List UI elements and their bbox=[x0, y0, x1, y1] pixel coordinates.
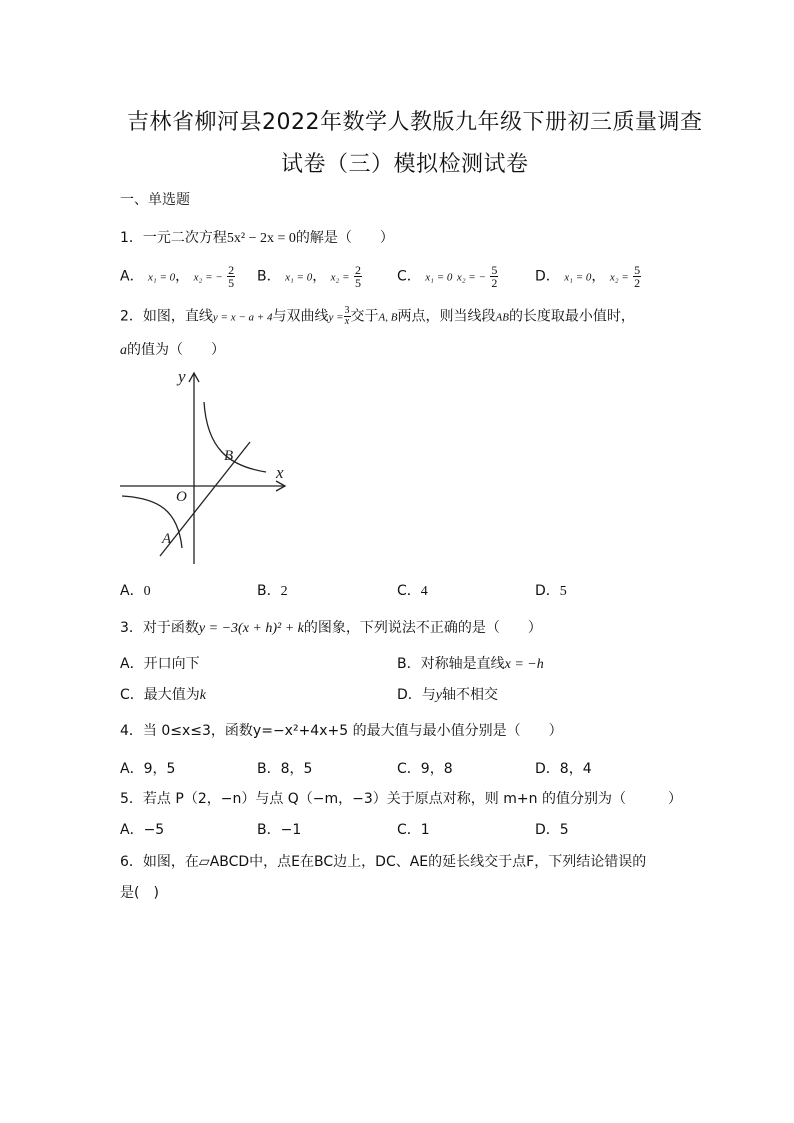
points-ab: A, B bbox=[378, 311, 398, 324]
option-text: 轴不相交 bbox=[442, 687, 498, 703]
option-value: 1 bbox=[420, 822, 430, 838]
question-text: 一元二次方程 bbox=[142, 230, 227, 246]
question-4-stem bbox=[120, 722, 563, 740]
question-6-stem-line2 bbox=[120, 884, 159, 902]
option-label: D． bbox=[535, 583, 560, 599]
question-text: 的解是（ ） bbox=[295, 230, 394, 246]
straight-line bbox=[160, 442, 250, 556]
question-text: 的图象，下列说法不正确的是（ ） bbox=[303, 620, 542, 636]
option-math: y bbox=[435, 688, 442, 703]
question-2-option-c[interactable] bbox=[397, 582, 428, 601]
option-fraction: $\frac{2}{5}$ bbox=[355, 263, 361, 290]
option-label: B． bbox=[257, 761, 281, 777]
question-4-option-d[interactable] bbox=[535, 760, 592, 778]
question-2-option-a[interactable] bbox=[120, 582, 151, 601]
question-text: 当 0≤x≤3，函数y=−x²+4x+5 的最大值与最小值分别是（ ） bbox=[142, 723, 563, 739]
question-5-option-a[interactable] bbox=[120, 821, 164, 839]
question-4-option-b[interactable] bbox=[257, 760, 312, 778]
option-x2: x₂ = bbox=[330, 271, 350, 284]
question-number: 4． bbox=[120, 723, 143, 739]
option-text: 与 bbox=[421, 687, 436, 703]
origin-label: O bbox=[176, 489, 187, 505]
option-value: 9，5 bbox=[143, 761, 176, 777]
question-1-option-a[interactable]: A． x₁ = 0， x₂ = − $\frac{2}{5}$ bbox=[120, 263, 235, 290]
question-text: 的值为（ ） bbox=[127, 342, 225, 358]
question-1-option-d[interactable]: D． x₁ = 0， x₂ = $\frac{5}{2}$ bbox=[535, 263, 641, 290]
point-b-label: B bbox=[224, 448, 234, 464]
y-axis-label: y bbox=[178, 368, 186, 386]
hyperbola-fraction: $\frac{3}{x}$ bbox=[344, 305, 350, 327]
question-1-option-b[interactable]: B． x₁ = 0， x₂ = $\frac{2}{5}$ bbox=[257, 263, 361, 290]
question-3-option-d[interactable] bbox=[397, 686, 498, 705]
question-5-option-d[interactable] bbox=[535, 821, 569, 839]
question-number: 6． bbox=[120, 854, 143, 870]
option-fraction: $\frac{5}{2}$ bbox=[491, 263, 498, 290]
question-2-figure bbox=[118, 368, 293, 568]
variable-a: a bbox=[120, 343, 127, 358]
option-fraction: $\frac{2}{5}$ bbox=[228, 263, 235, 290]
option-value: 2 bbox=[280, 584, 288, 599]
question-3-option-a[interactable] bbox=[120, 655, 200, 673]
point-a-label: A bbox=[162, 531, 172, 547]
option-label: A． bbox=[120, 656, 144, 672]
option-x1: x₁ = 0 bbox=[564, 271, 592, 284]
question-number: 2． bbox=[120, 308, 143, 325]
page-title-line2: 试卷（三）模拟检测试卷 bbox=[281, 152, 529, 177]
question-text: 交于 bbox=[350, 308, 379, 325]
question-text: 与双曲线 bbox=[272, 308, 329, 325]
option-value: 0 bbox=[143, 584, 151, 599]
question-text: 若点 P（2，−n）与点 Q（−m，−3）关于原点对称，则 m+n 的值分别为（ ） bbox=[142, 791, 682, 807]
question-4-option-c[interactable] bbox=[397, 760, 453, 778]
question-2-stem-line1 bbox=[120, 306, 635, 327]
question-number: 1． bbox=[120, 230, 143, 246]
option-label: D． bbox=[397, 687, 422, 703]
question-2-option-d[interactable] bbox=[535, 582, 567, 601]
question-3-option-c[interactable] bbox=[120, 686, 206, 705]
option-label: B． bbox=[257, 268, 281, 285]
section-heading: 一、单选题 bbox=[120, 192, 190, 208]
option-value: −5 bbox=[143, 822, 165, 838]
option-x2: x₂ = bbox=[609, 271, 629, 284]
question-text: 的长度取最小值时， bbox=[508, 308, 635, 325]
question-4-option-a[interactable] bbox=[120, 760, 175, 778]
option-x2: x₂ = − bbox=[193, 271, 223, 284]
question-number: 5． bbox=[120, 791, 143, 807]
question-6-stem-line1 bbox=[120, 853, 646, 871]
hyperbola-y: y = bbox=[328, 311, 344, 324]
option-label: A． bbox=[120, 268, 144, 285]
option-label: B． bbox=[397, 656, 421, 672]
question-text: 两点，则当线段 bbox=[397, 308, 496, 325]
option-label: D． bbox=[535, 822, 560, 838]
option-text: 对称轴是直线 bbox=[420, 656, 505, 672]
question-1-stem bbox=[120, 229, 394, 248]
page-title-line1: 吉林省柳河县2022年数学人教版九年级下册初三质量调查 bbox=[127, 110, 703, 135]
option-value: 5 bbox=[559, 822, 569, 838]
question-2-option-b[interactable] bbox=[257, 582, 288, 601]
question-text: 对于函数 bbox=[142, 620, 199, 636]
question-5-option-b[interactable] bbox=[257, 821, 301, 839]
option-label: C． bbox=[397, 822, 421, 838]
option-label: A． bbox=[120, 822, 144, 838]
question-5-stem bbox=[120, 790, 682, 808]
option-x1: x₁ = 0 bbox=[148, 271, 176, 284]
line-equation: y = x − a + 4 bbox=[212, 311, 273, 324]
question-text: 如图，直线 bbox=[142, 308, 213, 325]
question-3-stem bbox=[120, 619, 542, 638]
segment-ab: AB bbox=[495, 311, 509, 324]
option-label: D． bbox=[535, 268, 560, 285]
question-3-option-b[interactable] bbox=[397, 655, 544, 674]
option-fraction: $\frac{5}{2}$ bbox=[634, 263, 641, 290]
option-label: B． bbox=[257, 822, 281, 838]
option-x2: x₂ = − bbox=[456, 271, 486, 284]
option-label: A． bbox=[120, 583, 144, 599]
option-label: C． bbox=[397, 268, 421, 285]
function-expression: y = −3(x + h)² + k bbox=[198, 621, 304, 636]
question-text: 如图，在▱ABCD中，点E在BC边上，DC、AE的延长线交于点F，下列结论错误的 bbox=[142, 854, 647, 870]
x-axis-label: x bbox=[276, 463, 284, 482]
option-label: A． bbox=[120, 761, 144, 777]
option-value: −1 bbox=[280, 822, 302, 838]
question-5-option-c[interactable] bbox=[397, 821, 430, 839]
option-value: 9，8 bbox=[420, 761, 453, 777]
option-text: 最大值为 bbox=[143, 687, 200, 703]
option-math: k bbox=[199, 688, 206, 703]
option-value: 8，4 bbox=[559, 761, 592, 777]
option-x1: x₁ = 0 bbox=[285, 271, 313, 284]
option-math: x = −h bbox=[504, 657, 544, 672]
question-2-stem-line2 bbox=[120, 341, 225, 360]
option-label: C． bbox=[397, 761, 421, 777]
question-text: 是( ) bbox=[120, 885, 159, 901]
option-label: C． bbox=[397, 583, 421, 599]
equation: 5x² − 2x = 0 bbox=[226, 231, 296, 246]
option-text: 开口向下 bbox=[143, 656, 200, 672]
option-value: 8，5 bbox=[280, 761, 313, 777]
question-1-option-c[interactable] bbox=[397, 264, 498, 289]
option-value: 5 bbox=[559, 584, 567, 599]
option-label: D． bbox=[535, 761, 560, 777]
option-x1: x₁ = 0 bbox=[425, 271, 453, 284]
option-label: B． bbox=[257, 583, 281, 599]
option-value: 4 bbox=[420, 584, 428, 599]
question-number: 3． bbox=[120, 620, 143, 636]
option-label: C． bbox=[120, 687, 144, 703]
